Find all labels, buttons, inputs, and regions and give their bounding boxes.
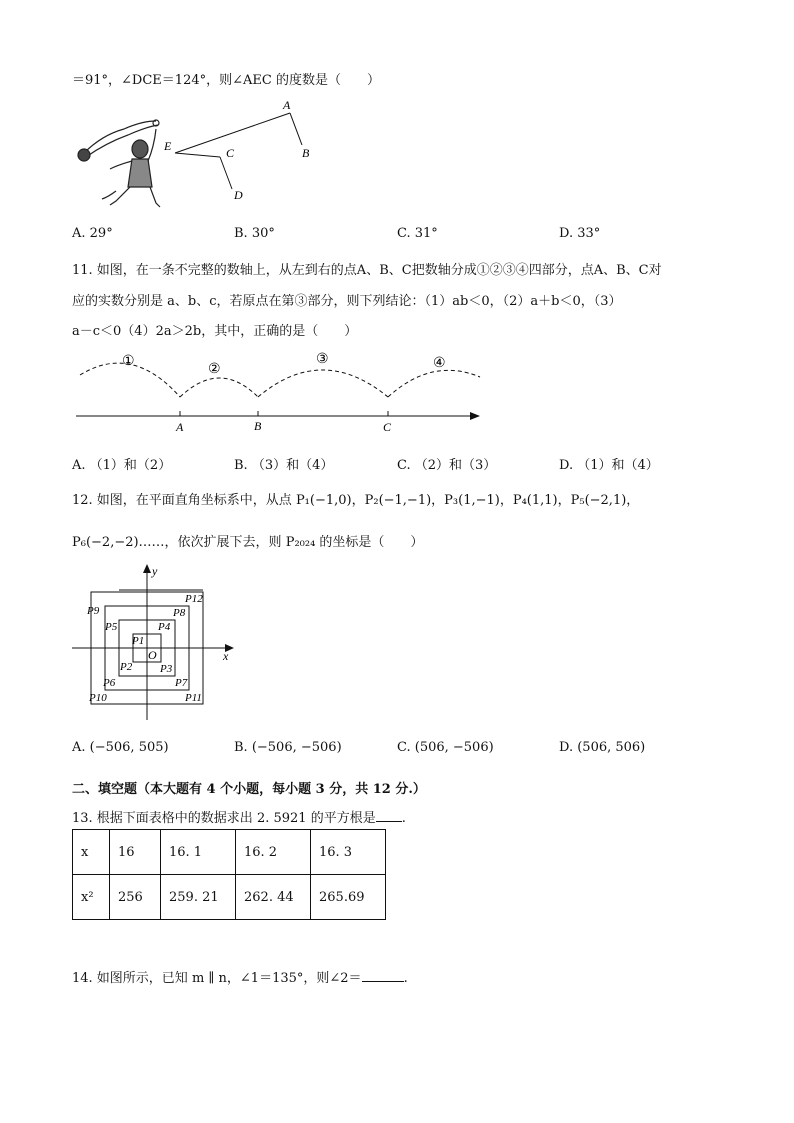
point-P4: P4: [158, 621, 171, 633]
label-C: C: [226, 146, 235, 160]
table-row: [73, 875, 386, 920]
q12-option-c[interactable]: C. (506, −506): [397, 740, 494, 755]
q12-stem-line1: 12. 如图，在平面直角坐标系中，从点 P₁(−1,0)，P₂(−1,−1)，P₃(1,−1)，P₄(1,1)，P₅(−2,1)，: [72, 493, 640, 508]
axis-label-y: y: [152, 564, 158, 578]
q13-stem-text: 13. 根据下面表格中的数据求出 2. 5921 的平方根是: [72, 811, 376, 826]
label-B: B: [302, 146, 310, 160]
part-label-1: ①: [122, 354, 135, 369]
table-cell: 16. 1: [161, 830, 236, 875]
table-cell: 256: [110, 875, 161, 920]
table-cell: 16. 2: [236, 830, 311, 875]
q10-figure: [72, 95, 332, 215]
point-P6: P6: [103, 677, 116, 689]
q11-option-d[interactable]: D. （1）和（4）: [559, 458, 659, 473]
label-D: D: [234, 188, 243, 202]
table-cell: 265.69: [311, 875, 386, 920]
arc-part-2: [180, 378, 258, 397]
part-label-3: ③: [316, 352, 329, 367]
table-cell: 16. 3: [311, 830, 386, 875]
axis-arrowhead: [470, 412, 480, 420]
q14-stem: [72, 967, 408, 986]
point-P1: P1: [132, 635, 145, 647]
q10-option-a[interactable]: A. 29°: [72, 226, 113, 241]
q13-stem-end: .: [401, 811, 406, 826]
part-label-4: ④: [433, 356, 446, 371]
point-label-C: C: [383, 420, 392, 434]
point-P7: P7: [175, 677, 188, 689]
origin-label: O: [148, 648, 157, 662]
point-label-B: B: [254, 419, 262, 433]
table-cell: 16: [110, 830, 161, 875]
point-P11: P11: [185, 692, 202, 704]
q11-stem-line2: 应的实数分别是 a、b、c，若原点在第③部分，则下列结论：（1）ab＜0，（2）a＋b＜0，（3）: [72, 294, 622, 309]
q11-stem-line1: 11. 如图，在一条不完整的数轴上，从左到右的点A、B、C把数轴分成①②③④四部分，点A、B、C对: [72, 263, 662, 278]
table-row: [73, 830, 386, 875]
point-P9: P9: [87, 605, 100, 617]
axis-label-x: x: [223, 649, 229, 663]
q12-option-d[interactable]: D. (506, 506): [559, 740, 646, 755]
table-cell: 262. 44: [236, 875, 311, 920]
point-P8: P8: [173, 607, 186, 619]
q10-option-b[interactable]: B. 30°: [234, 226, 275, 241]
q12-option-a[interactable]: A. (−506, 505): [72, 740, 169, 755]
q14-stem-end: .: [403, 971, 408, 986]
q12-stem-line2: P₆(−2,−2)……，依次扩展下去，则 P₂₀₂₄ 的坐标是（ ）: [72, 535, 424, 550]
label-A: A: [283, 98, 291, 112]
q10-option-d[interactable]: D. 33°: [559, 226, 601, 241]
point-P12: P12: [185, 593, 203, 605]
part-label-2: ②: [208, 362, 221, 377]
arc-part-4: [388, 370, 480, 397]
section-2-heading: 二、填空题（本大题有 4 个小题，每小题 3 分，共 12 分.）: [72, 782, 426, 797]
point-label-A: A: [176, 420, 184, 434]
q12-coordinate-figure: [72, 562, 242, 722]
point-P10: P10: [89, 692, 107, 704]
table-cell: x: [73, 830, 110, 875]
q14-stem-text: 14. 如图所示，已知 m ∥ n，∠1＝135°，则∠2＝: [72, 971, 362, 986]
angle-lines: [175, 113, 302, 189]
q13-answer-blank[interactable]: [376, 809, 402, 822]
point-P3: P3: [160, 663, 173, 675]
q11-option-a[interactable]: A. （1）和（2）: [72, 458, 172, 473]
q13-square-table: [72, 829, 386, 920]
q14-answer-blank[interactable]: [362, 969, 404, 982]
table-cell: x²: [73, 875, 110, 920]
q13-stem: [72, 807, 406, 826]
dancer-illustration: [78, 120, 160, 207]
q12-option-b[interactable]: B. (−506, −506): [234, 740, 342, 755]
q10-stem-tail: ＝91°，∠DCE＝124°，则∠AEC 的度数是（ ）: [72, 73, 380, 88]
table-cell: 259. 21: [161, 875, 236, 920]
q11-stem-line3: a－c＜0（4）2a＞2b，其中，正确的是（ ）: [72, 324, 358, 339]
point-P2: P2: [120, 661, 133, 673]
q11-option-c[interactable]: C. （2）和（3）: [397, 458, 497, 473]
arc-part-3: [258, 370, 388, 397]
y-axis-arrow: [143, 564, 151, 573]
q11-number-line-figure: [72, 345, 492, 437]
q11-option-b[interactable]: B. （3）和（4）: [234, 458, 334, 473]
label-E: E: [164, 139, 172, 153]
point-P5: P5: [105, 621, 118, 633]
q10-option-c[interactable]: C. 31°: [397, 226, 438, 241]
